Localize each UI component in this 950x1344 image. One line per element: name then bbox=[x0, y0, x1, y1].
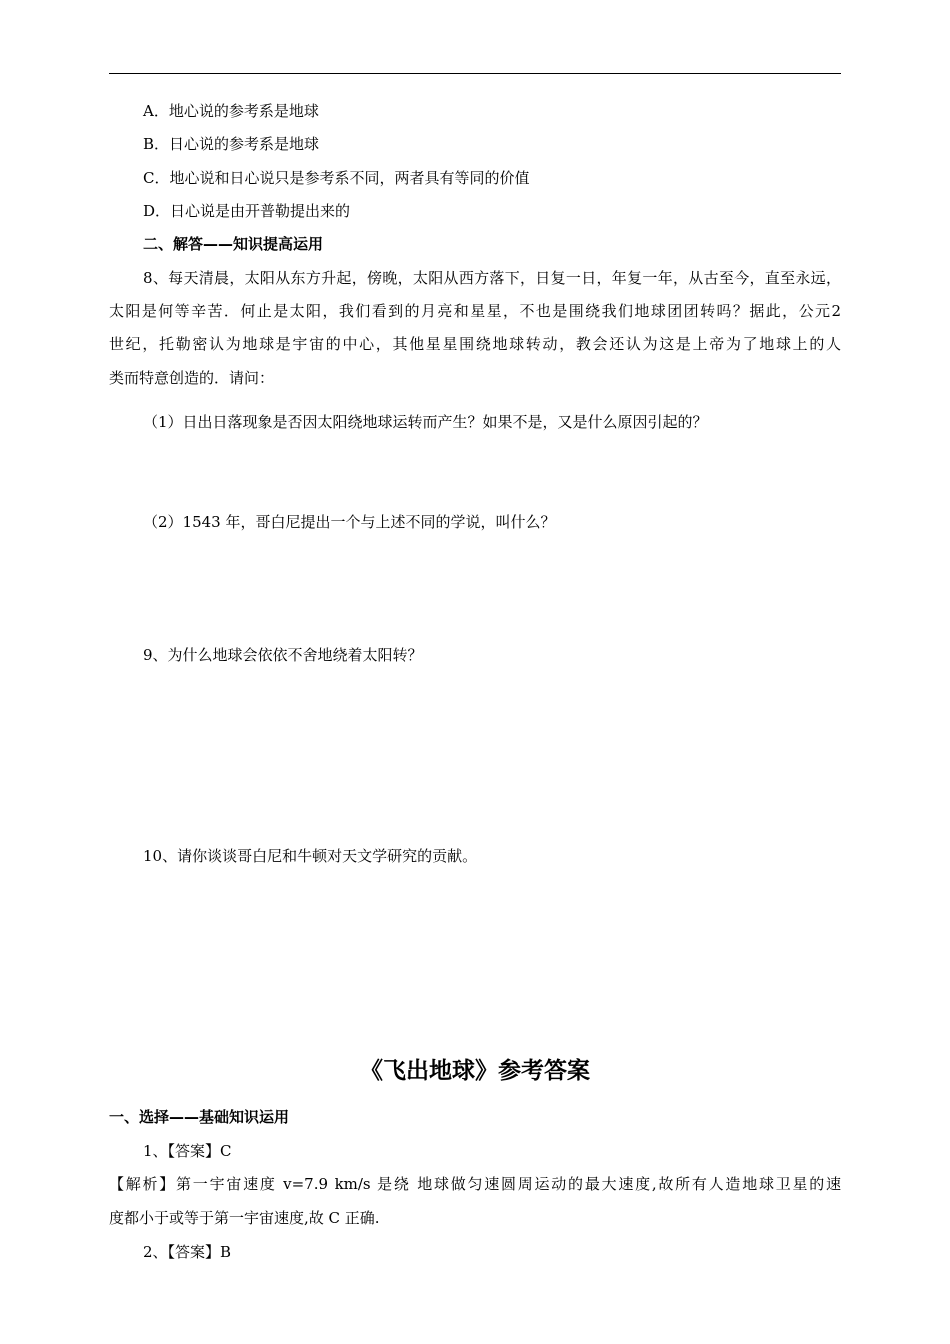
answer-2: 2、【答案】B bbox=[143, 1243, 232, 1261]
q8-sub-question-2: （2）1543 年，哥白尼提出一个与上述不同的学说，叫什么？ bbox=[143, 513, 556, 531]
q8-line-4: 类而特意创造的．请问： bbox=[109, 369, 275, 387]
q8-line-2: 太阳是何等辛苦．何止是太阳，我们看到的月亮和星星，不也是围绕我们地球团团转吗？据此，公元2 bbox=[109, 302, 841, 320]
section-heading-answers: 二、解答——知识提高运用 bbox=[143, 235, 324, 253]
answer-1: 1、【答案】C bbox=[143, 1142, 232, 1160]
answer-key-title: 《飞出地球》参考答案 bbox=[360, 1058, 590, 1084]
answer-1-explanation-line-2: 度都小于或等于第一宇宙速度,故 C 正确. bbox=[109, 1209, 380, 1227]
q8-sub-question-1: （1）日出日落现象是否因太阳绕地球运转而产生？如果不是，又是什么原因引起的？ bbox=[143, 413, 708, 431]
q8-line-3: 世纪，托勒密认为地球是宇宙的中心，其他星星围绕地球转动，教会还认为这是上帝为了地球上的人 bbox=[109, 335, 841, 353]
option-d: D．日心说是由开普勒提出来的 bbox=[143, 202, 351, 220]
answer-section-heading: 一、选择——基础知识运用 bbox=[109, 1108, 290, 1126]
option-a: A．地心说的参考系是地球 bbox=[143, 102, 319, 120]
question-9: 9、为什么地球会依依不舍地绕着太阳转？ bbox=[143, 646, 423, 664]
answer-1-explanation-line-1: 【解析】第一宇宙速度 v=7.9 km/s 是绕 地球做匀速圆周运动的最大速度,故所有人造地球卫星的速 bbox=[109, 1175, 841, 1193]
option-c: C．地心说和日心说只是参考系不同，两者具有等同的价值 bbox=[143, 169, 530, 187]
header-rule bbox=[109, 73, 841, 74]
question-10: 10、请你谈谈哥白尼和牛顿对天文学研究的贡献。 bbox=[143, 847, 478, 865]
q8-line-1: 8、每天清晨，太阳从东方升起，傍晚，太阳从西方落下，日复一日，年复一年，从古至今，直至永远， bbox=[143, 269, 841, 287]
option-b: B．日心说的参考系是地球 bbox=[143, 135, 320, 153]
